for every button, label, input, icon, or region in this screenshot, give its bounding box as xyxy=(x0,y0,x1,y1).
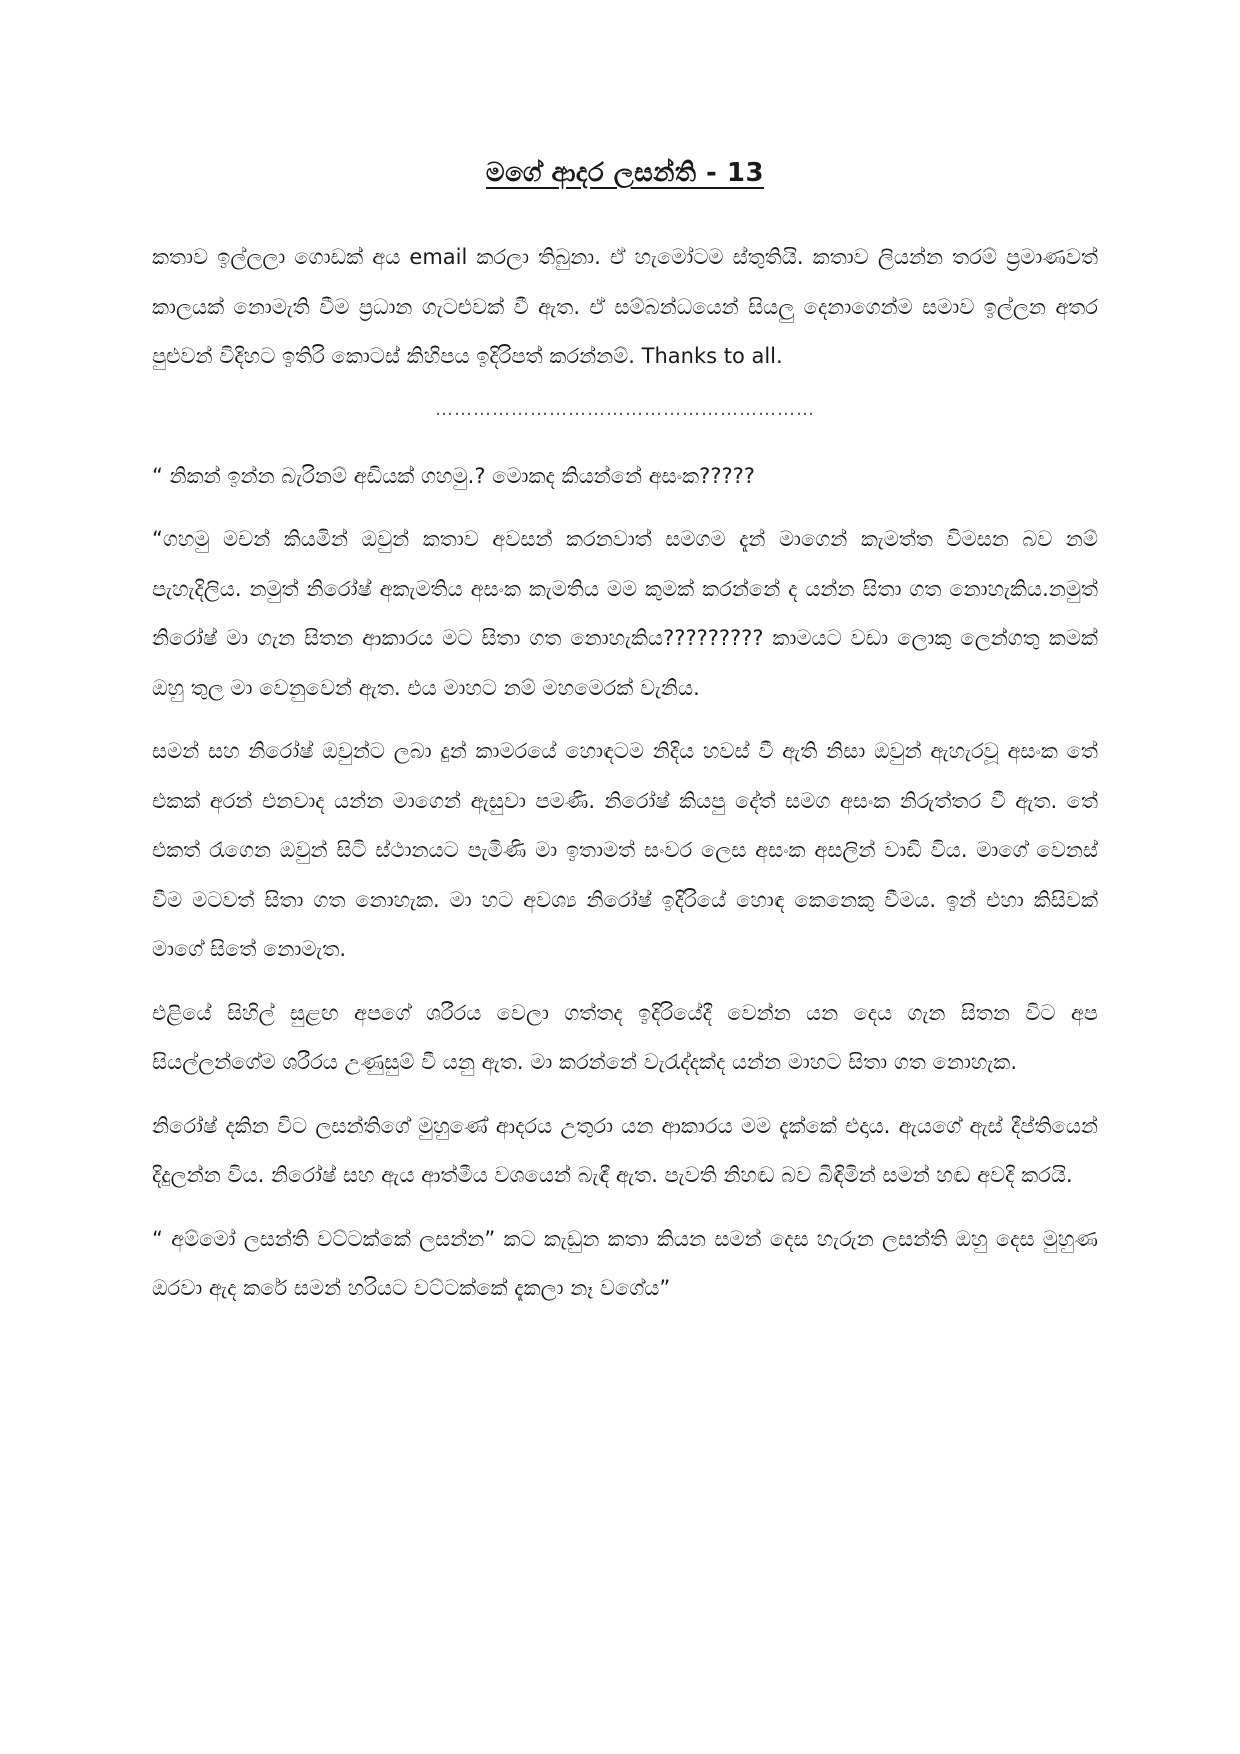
intro-paragraph: කතාව ඉල්ලලා ගොඩක් අය email කරලා තිබුනා. ඒ හැමෝටම ස්තුතියි. කතාව ලියන්න තරම් ප්‍රමාණවත් කාලයක් නොමැති වීම ප්‍රධාන ගැටළුවක් වී ඇත. ඒ සම්බන්ධයෙන් සියලු දෙනාගෙන්ම සමාව ඉල්ලන අතර පුළුවන් විදිහට ඉතිරි කොටස් කිහිපය ඉදිරිපත් කරන්නම්. Thanks to all. xyxy=(152,245,1098,368)
story-paragraph: “ගහමු මචන් කියමින් ඔවුන් කතාව අවසන් කරනවාත් සමගම දැන් මාගෙන් කැමත්ත විමසන බව නම් පැහැදිලිය. නමුත් නිරෝෂ් අකැමතිය අසංක කැමතිය මම කුමක් කරන්නේ ද යන්න සිතා ගත නොහැකිය.නමුත් නිරෝෂ් මා ගැන සිතන ආකාරය මට සිතා ගත නොහැකිය????????? කාමයට වඩා ලොකු ලෙන්ගතු කමක් ඔහු තුල මා වෙනුවෙන් ඇත. එය මාහට නම් මහමෙරක් වැනිය. xyxy=(152,527,1098,700)
story-paragraph: “ නිකන් ඉන්න බැරිනම් අඩියක් ගහමු.? මොකද කියන්නේ අසංක????? xyxy=(152,463,755,488)
story-paragraph: නිරෝෂ් දකින විට ලසන්තිගේ මුහුණේ ආදරය උතුරා යන ආකාරය මම දැක්කේ එදාය. ඇයගේ ඇස් දීප්තියෙන් දිදුලන්න විය. නිරෝෂ් සහ ඇය ආත්මීය වශයෙන් බැඳී ඇත. පැවති නිහඬ බව බිඳිමින් සමන් හඬ අවදි කරයි. xyxy=(152,1113,1098,1187)
story-paragraph: “ අම්මෝ ලසන්ති වට්ටක්කේ ලසන්න” කට කැඩුන කතා කියන සමන් දෙස හැරුන ලසන්ති ඔහු දෙස මුහුණ ඔරවා ඇද කරේ සමන් හරියට වට්ටක්කේ දැකලා නෑ වගේය” xyxy=(152,1226,1098,1300)
section-divider: …………………………………………………… xyxy=(435,398,815,420)
page-title: මගේ ආදර ලසන්ති - 13 xyxy=(485,158,765,188)
story-paragraph: සමන් සහ නිරෝෂ් ඔවුන්ට ලබා දුන් කාමරයේ හොඳටම නිදිය හවස් වී ඇති නිසා ඔවුන් ඇහැරවූ අසංක තේ එකක් අරන් එනවාද යන්න මාගෙන් ඇසුවා පමණි. නිරෝෂ් කියපු දේත් සමග අසංක නිරුත්තර වී ඇත. තේ එකත් රැගෙන ඔවුන් සිටි ස්ථානයට පැමිණි මා ඉතාමත් සංවර ලෙස අසංක අසලින් වාඩි විය. මාගේ වෙනස් වීම මටවත් සිතා ගත නොහැක. මා හට අවශ්‍ය නිරෝෂ් ඉදිරියේ හොඳ කෙනෙකු වීමය. ඉන් එහා කිසිවක් මාගේ සිතේ නොමැත. xyxy=(152,739,1098,961)
story-paragraph: එළියේ සිහිල් සුළඟ අපගේ ශරීරය වෙලා ගත්තද ඉදිරියේදී වෙන්න යන දෙය ගැන සිතන විට අප සියල්ලන්ගේම ශරීරය උණුසුම් වී යනු ඇත. මා කරන්නේ වැරැද්දක්ද යන්න මාහට සිතා ගත නොහැක. xyxy=(152,1000,1098,1074)
